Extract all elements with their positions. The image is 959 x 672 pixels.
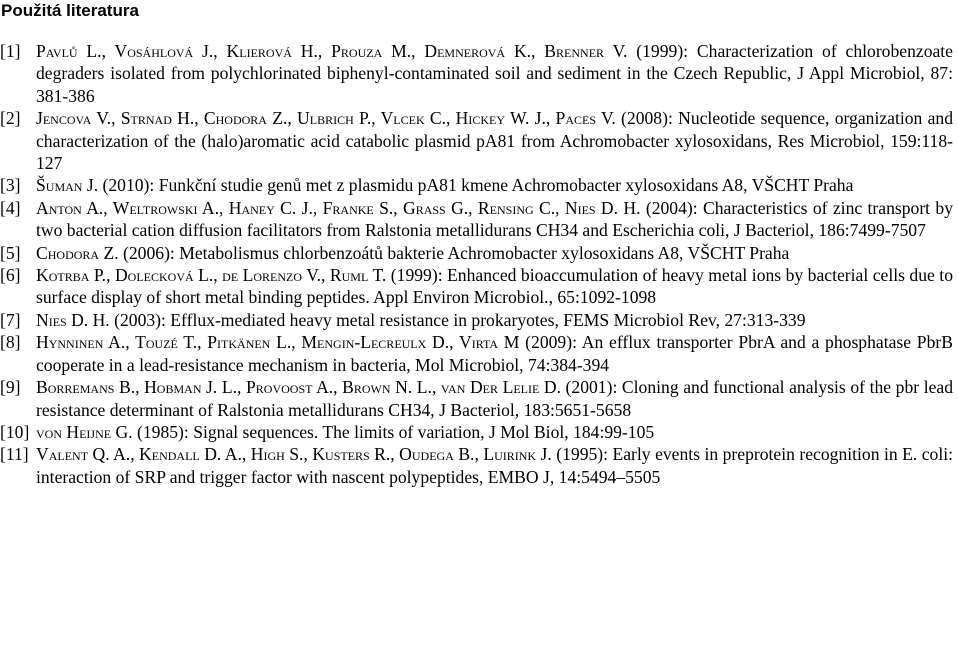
- reference-number: [2]: [0, 108, 21, 129]
- reference-details: (2004): Characteristics of zinc transport by two bacterial cation diffusion facilitators from Ralstonia metallidurans CH34 and Escherichia coli, J Bacteriol, 186:7499-7507: [36, 197, 954, 241]
- reference-details: (1999): Characterization of chlorobenzoate degraders isolated from polychlorinated biphenyl-contaminated soil and sediment in the Czech Republic, J Appl Microbiol, 87: 381-386: [36, 41, 953, 106]
- reference-item: [0, 174, 959, 196]
- reference-details: (2006): Metabolismus chlorbenzoátů bakterie Achromobacter xylosoxidans A8, VŠCHT Praha: [118, 242, 790, 263]
- reference-text: [36, 242, 953, 264]
- reference-authors: Anton A., Weltrowski A., Haney C. J., Franke S., Grass G., Rensing C., Nies D. H.: [36, 197, 641, 218]
- reference-authors: Šuman J.: [36, 175, 99, 196]
- page-heading: Použitá literatura: [1, 1, 139, 20]
- reference-item: [0, 331, 959, 376]
- reference-text: [36, 443, 953, 488]
- reference-item: [0, 309, 959, 331]
- reference-text: [36, 197, 953, 242]
- reference-item: [0, 376, 959, 421]
- reference-item: [0, 107, 959, 174]
- reference-number: [10]: [0, 421, 30, 442]
- reference-details: (1985): Signal sequences. The limits of variation, J Mol Biol, 184:99-105: [132, 421, 655, 442]
- reference-number: [1]: [0, 41, 21, 61]
- reference-authors: von Heijne G.: [36, 421, 133, 442]
- reference-number: [8]: [0, 332, 21, 353]
- reference-number: [7]: [0, 309, 21, 330]
- reference-number: [9]: [0, 377, 21, 398]
- reference-authors: Kotrba P., Dolecková L., de Lorenzo V., Ruml T.: [36, 265, 387, 286]
- reference-text: [36, 174, 953, 196]
- reference-authors: Borremans B., Hobman J. L., Provoost A., Brown N. L., van Der Lelie D.: [36, 377, 561, 398]
- reference-item: [0, 421, 959, 443]
- reference-authors: Hynninen A., Touzé T., Pitkänen L., Mengin-Lecreulx D., Virta M: [36, 332, 520, 353]
- reference-authors: Jencova V., Strnad H., Chodora Z., Ulbrich P., Vlcek C., Hickey W. J., Paces V.: [36, 108, 616, 129]
- reference-text: [36, 264, 953, 309]
- reference-list: [0, 40, 959, 488]
- reference-number: [3]: [0, 175, 21, 196]
- reference-authors: Nies D. H.: [36, 309, 110, 330]
- reference-item: [0, 40, 959, 107]
- reference-text: [36, 421, 953, 443]
- reference-item: [0, 242, 959, 264]
- reference-authors: Pavlů L., Vosáhlová J., Klierová H., Prouza M., Demnerová K., Brenner V.: [36, 41, 628, 61]
- reference-details: (2001): Cloning and functional analysis of the pbr lead resistance determinant of Ralstonia metallidurans CH34, J Bacteriol, 183:5651-5658: [36, 377, 953, 420]
- reference-number: [6]: [0, 265, 21, 286]
- reference-text: [36, 309, 953, 331]
- reference-item: [0, 443, 959, 488]
- reference-authors: Chodora Z.: [36, 242, 119, 263]
- reference-authors: Valent Q. A., Kendall D. A., High S., Kusters R., Oudega B., Luirink J.: [36, 444, 552, 465]
- reference-number: [11]: [0, 444, 29, 465]
- reference-item: [0, 197, 959, 242]
- reference-details: (2010): Funkční studie genů met z plasmidu pA81 kmene Achromobacter xylosoxidans A8, VŠCHT Praha: [98, 175, 854, 196]
- reference-text: [36, 331, 953, 376]
- reference-details: (2008): Nucleotide sequence, organization and characterization of the (halo)aromatic acid catabolic plasmid pA81 from Achromobacter xylosoxidans, Res Microbiol, 159:118-127: [36, 108, 953, 174]
- reference-item: [0, 264, 959, 309]
- reference-details: (1999): Enhanced bioaccumulation of heavy metal ions by bacterial cells due to surface display of short metal binding peptides. Appl Environ Microbiol., 65:1092-1098: [36, 265, 953, 308]
- reference-details: (2009): An efflux transporter PbrA and a phosphatase PbrB cooperate in a lead-resistance mechanism in bacteria, Mol Microbiol, 74:384-394: [36, 332, 953, 375]
- reference-text: [36, 376, 953, 421]
- reference-text: [36, 107, 953, 174]
- reference-text: [36, 40, 953, 107]
- reference-number: [4]: [0, 197, 21, 218]
- reference-details: (1995): Early events in preprotein recognition in E. coli: interaction of SRP and trigger factor with nascent polypeptides, EMBO J, 14:5494–5505: [36, 444, 954, 487]
- reference-number: [5]: [0, 242, 21, 263]
- reference-details: (2003): Efflux-mediated heavy metal resistance in prokaryotes, FEMS Microbiol Rev, 27:313-339: [109, 309, 806, 330]
